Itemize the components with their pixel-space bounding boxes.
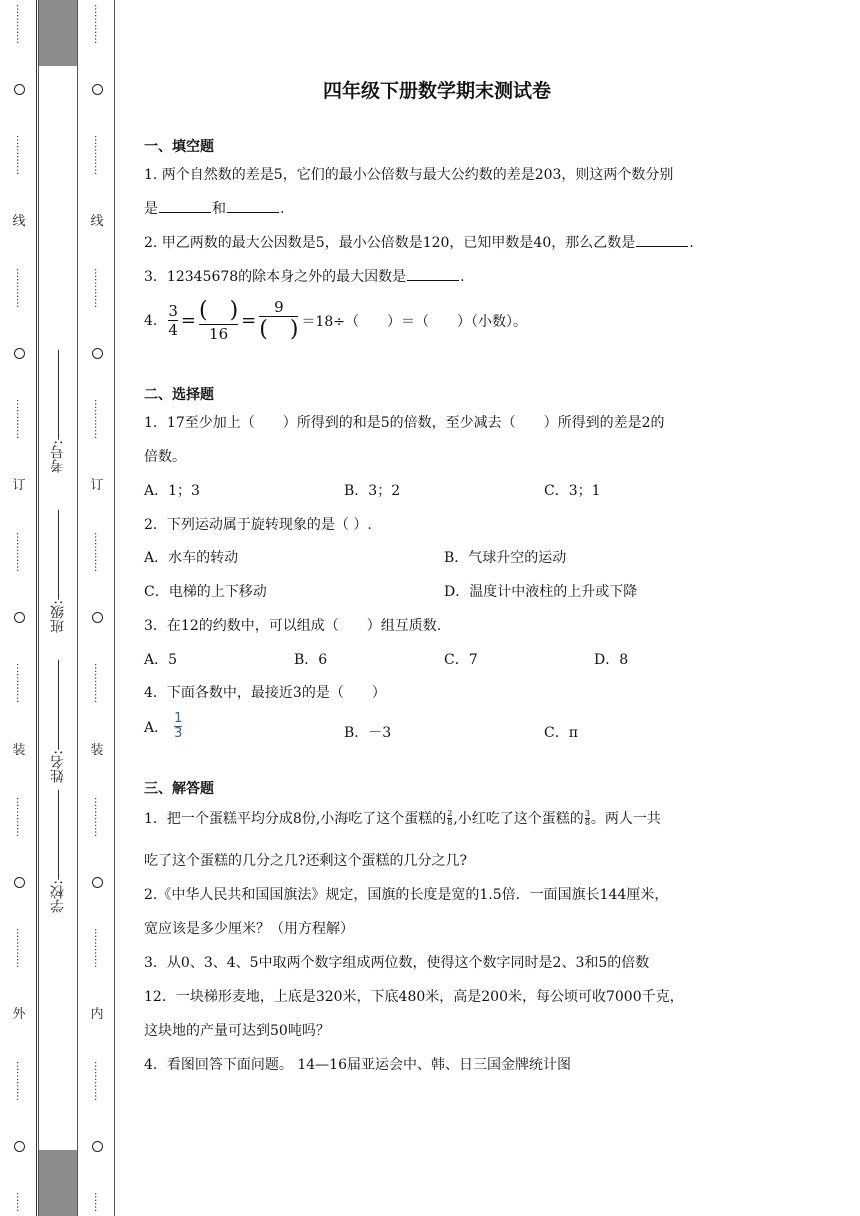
school-blank [59, 790, 60, 880]
dot-leader: ………… [92, 399, 103, 440]
s2-q2-option-c[interactable]: C．电梯的上下移动 [144, 584, 267, 600]
s2-q3: 3．在12的约数中，可以组成（ ）组互质数. [144, 618, 442, 634]
s2-q3-option-c[interactable]: C．7 [444, 652, 478, 668]
answer-blank[interactable] [407, 268, 459, 281]
dot-leader: ………… [92, 532, 103, 573]
dot-leader: ………… [92, 663, 103, 704]
s3-q4: 4．看图回答下面问题。 14—16届亚运会中、韩、日三国金牌统计图 [144, 1057, 571, 1073]
s3-q12-line1: 12．一块梯形麦地，上底是320米，下底480米，高是200米，每公顷可收7000千克， [144, 989, 684, 1005]
fraction-1-3-image: $\frac{1}{3}$ [174, 711, 183, 742]
dot-leader: …… [14, 1191, 25, 1212]
section-heading-solve: 三、解答题 [144, 781, 214, 797]
s2-q1-option-b[interactable]: B．3；2 [344, 483, 401, 499]
binding-hole-icon [92, 348, 103, 359]
section-heading-multiple-choice: 二、选择题 [144, 387, 214, 403]
binding-hole-icon [92, 84, 103, 95]
binding-hole-icon [14, 612, 25, 623]
s2-q2-option-a[interactable]: A．水车的转动 [144, 550, 239, 566]
margin-rule-right [114, 0, 115, 1216]
s2-q2-option-b[interactable]: B．气球升空的运动 [444, 550, 567, 566]
gray-block-top [39, 0, 77, 66]
s2-q2-option-d[interactable]: D．温度计中液柱的上升或下降 [444, 584, 638, 600]
student-info-band [38, 0, 78, 1216]
binding-char: 内 [90, 1006, 104, 1022]
answer-blank[interactable] [636, 234, 688, 247]
s2-q4-option-b[interactable]: B．－3 [344, 725, 392, 741]
dot-leader: ………… [14, 927, 25, 968]
class-blank [59, 510, 60, 600]
binding-hole-icon [92, 1141, 103, 1152]
binding-hole-icon [14, 877, 25, 888]
s2-q1-line2: 倍数。 [144, 449, 186, 465]
dot-leader: ………… [14, 399, 25, 440]
exam-number-blank [59, 350, 60, 440]
dot-leader: ………… [92, 268, 103, 309]
binding-hole-icon [14, 1141, 25, 1152]
s1-q1-line1: 1. 两个自然数的差是5，它们的最小公倍数与最大公约数的差是203，则这两个数分别 [144, 167, 674, 183]
s2-q2: 2．下列运动属于旋转现象的是（ ）. [144, 517, 372, 533]
binding-hole-icon [92, 612, 103, 623]
s3-q1-line2: 吃了这个蛋糕的几分之几?还剩这个蛋糕的几分之几? [144, 853, 468, 869]
s2-q4: 4．下面各数中，最接近3的是（ ） [144, 685, 386, 701]
s3-q2-line1: 2.《中华人民共和国国旗法》规定，国旗的长度是宽的1.5倍．一面国旗长144厘米， [144, 887, 669, 903]
s2-q4-option-a[interactable]: A． $\frac{1}{3}$ [144, 711, 183, 742]
s1-q1-line2: 是 和 . [144, 201, 285, 217]
s3-q1-line1: 1．把一个蛋糕平均分成8份,小海吃了这个蛋糕的 $\frac{2}{8}$ ,小红吃了这个蛋糕的 $\frac{3}{8}$ 。两人一共 [144, 808, 661, 827]
exam-number-field: 考号: [45, 350, 71, 473]
dot-leader: ………… [14, 135, 25, 176]
fraction-9-blank: $\frac{9}{( )}$ [259, 298, 299, 342]
school-field: 学校: [45, 790, 71, 913]
dot-leader: ………… [92, 796, 103, 837]
s2-q4-option-c[interactable]: C．π [544, 725, 578, 741]
outer-binding-strip [10, 0, 28, 1216]
binding-char: 装 [90, 742, 104, 758]
dot-leader: ………… [92, 1060, 103, 1101]
fraction-2-8: $\frac{2}{8}$ [447, 808, 453, 827]
gray-block-bottom [39, 1150, 77, 1216]
s1-q4: 4. $\frac{3}{4}$ = $\frac{( )}{16}$ = $\frac{9}{( )}$ ＝18÷（ ）＝（ ）（小数）。 [144, 298, 527, 344]
dot-leader: ………… [92, 927, 103, 968]
binding-char: 订 [90, 478, 104, 494]
inner-binding-strip [88, 0, 106, 1216]
s2-q1-option-a[interactable]: A．1；3 [144, 483, 200, 499]
dot-leader: …… [92, 1191, 103, 1212]
section-heading-fill-in: 一、填空题 [144, 139, 214, 155]
s2-q3-option-a[interactable]: A．5 [144, 652, 178, 668]
answer-blank[interactable] [227, 200, 279, 213]
name-field: 姓名: [45, 660, 71, 783]
s2-q3-option-b[interactable]: B．6 [294, 652, 328, 668]
s2-q3-option-d[interactable]: D．8 [594, 652, 629, 668]
binding-hole-icon [92, 877, 103, 888]
margin-rule [36, 0, 37, 1216]
dot-leader: ………… [14, 796, 25, 837]
s2-q1-option-c[interactable]: C．3；1 [544, 483, 601, 499]
dot-leader: ………… [14, 532, 25, 573]
binding-char: 装 [12, 742, 26, 758]
dot-leader: ………… [92, 4, 103, 44]
binding-hole-icon [14, 84, 25, 95]
answer-blank[interactable] [159, 200, 211, 213]
s1-q3: 3．12345678的除本身之外的最大因数是 . [144, 269, 465, 285]
dot-leader: ………… [14, 1060, 25, 1101]
binding-hole-icon [14, 348, 25, 359]
s2-q1-line1: 1．17至少加上（ ）所得到的和是5的倍数，至少减去（ ）所得到的差是2的 [144, 415, 665, 431]
s1-q2: 2. 甲乙两数的最大公因数是5，最小公倍数是120，已知甲数是40，那么乙数是 . [144, 235, 694, 251]
class-field: 班级: [45, 510, 71, 633]
dot-leader: ………… [92, 135, 103, 176]
fraction-3-4: $\frac{3}{4}$ [168, 302, 178, 340]
dot-leader: ………… [14, 4, 25, 44]
s3-q3: 3．从0、3、4、5中取两个数字组成两位数，使得这个数字同时是2、3和5的倍数 [144, 955, 650, 971]
fraction-blank-16: $\frac{( )}{16}$ [199, 298, 239, 344]
page-title: 四年级下册数学期末测试卷 [322, 80, 551, 102]
binding-char: 外 [12, 1006, 26, 1022]
name-blank [59, 660, 60, 750]
s3-q12-line2: 这块地的产量可达到50吨吗？ [144, 1023, 330, 1039]
fraction-3-8: $\frac{3}{8}$ [584, 808, 590, 827]
dot-leader: ………… [14, 268, 25, 309]
dot-leader: ………… [14, 663, 25, 704]
binding-char: 线 [90, 214, 104, 230]
binding-char: 订 [12, 478, 26, 494]
s3-q2-line2: 宽应该是多少厘米？（用方程解） [144, 921, 354, 937]
binding-char: 线 [12, 214, 26, 230]
